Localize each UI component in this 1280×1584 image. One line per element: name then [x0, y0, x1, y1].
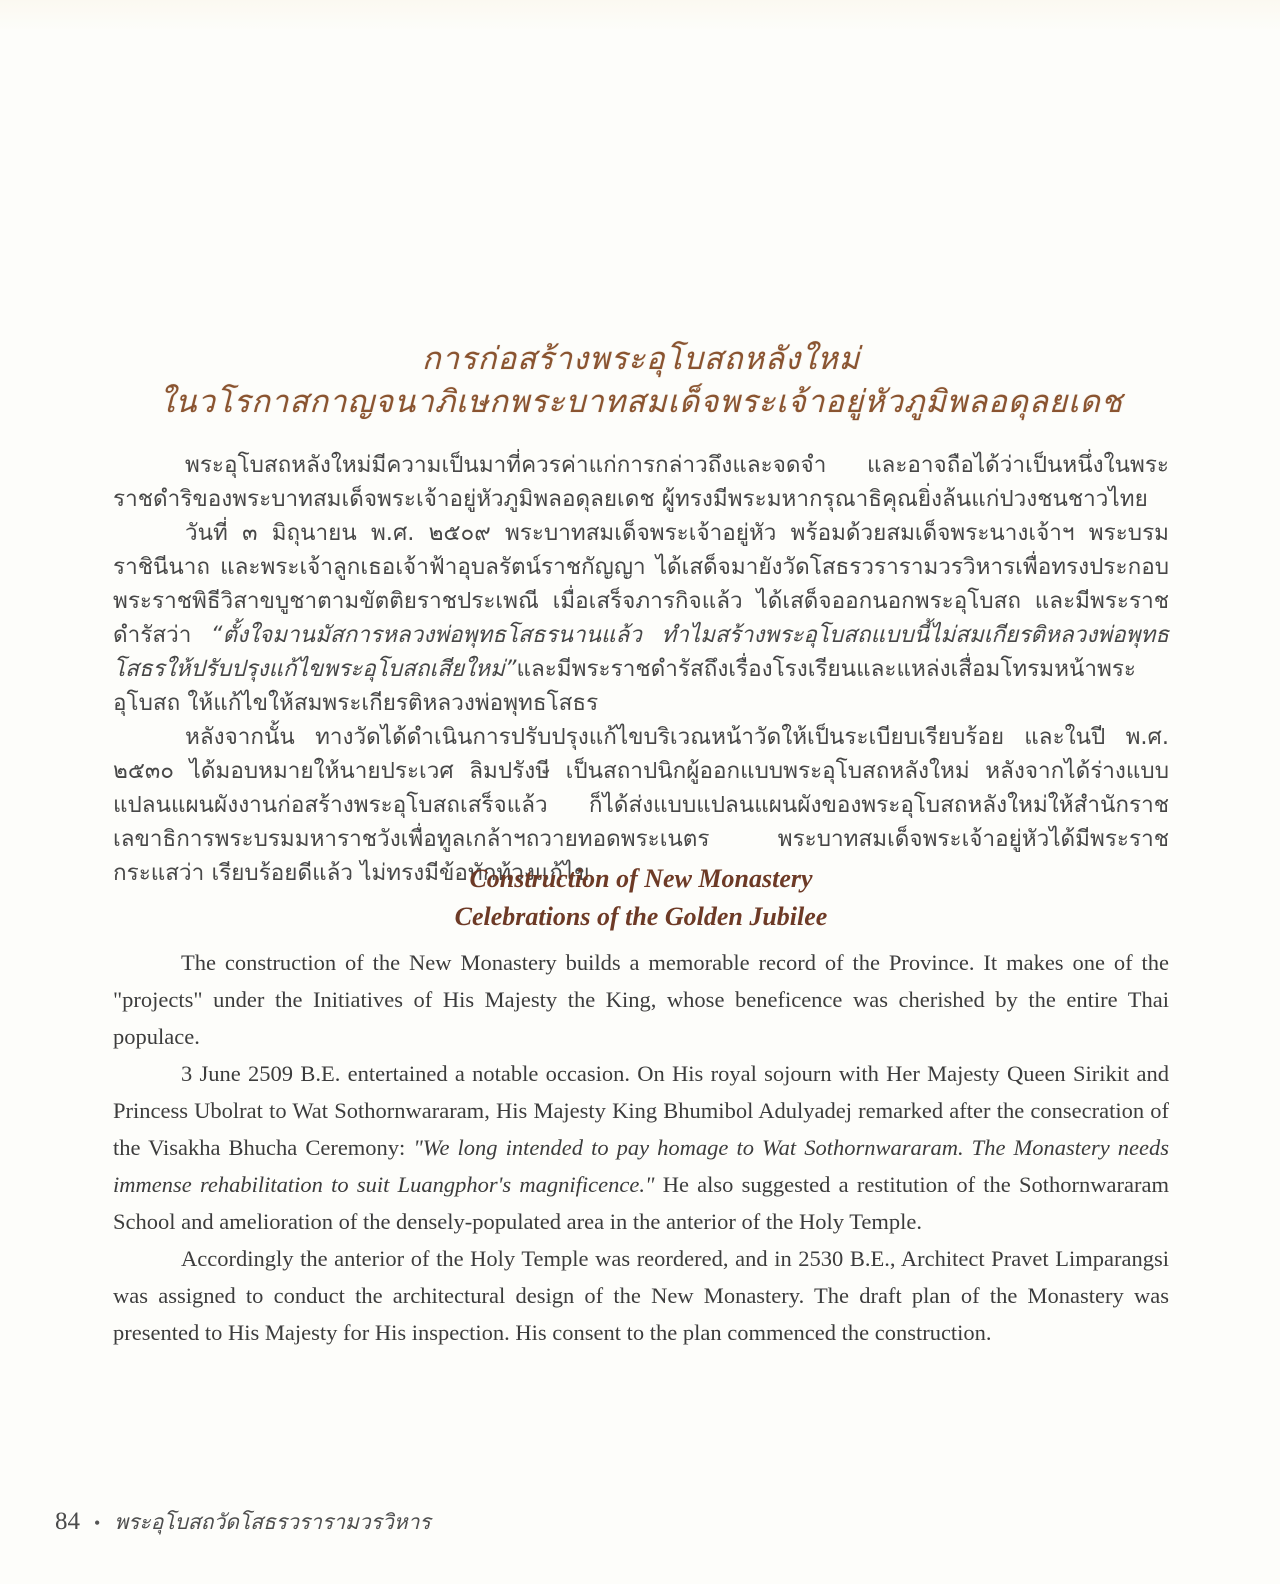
thai-title-line1: การก่อสร้างพระอุโบสถหลังใหม่ — [421, 341, 861, 377]
thai-body-text — [113, 448, 1169, 890]
english-heading-line2: Celebrations of the Golden Jubilee — [454, 902, 828, 931]
footer-bullet-separator: • — [94, 1513, 101, 1533]
english-paragraph-3 — [113, 1240, 1169, 1351]
thai-title — [113, 338, 1169, 424]
page-number: 84 — [55, 1508, 80, 1535]
english-heading — [113, 860, 1169, 936]
thai-paragraph-1-text: พระอุโบสถหลังใหม่มีความเป็นมาที่ควรค่าแก่การกล่าวถึงและจดจำ และอาจถือได้ว่าเป็นหนึ่งในพระราชดำริของพระบาทสมเด็จพระเจ้าอยู่หัวภูมิพลอดุลยเดช ผู้ทรงมีพระมหากรุณาธิคุณยิ่งล้นแก่ปวงชนชาวไทย — [113, 452, 1169, 512]
thai-paragraph-2-pre: วันที่ ๓ มิถุนายน พ.ศ. ๒๕๐๙ พระบาทสมเด็จพระเจ้าอยู่หัว พร้อมด้วยสมเด็จพระนางเจ้าฯ พระบรมราชินีนาถ และพระเจ้าลูกเธอเจ้าฟ้าอุบลรัตน์ราชกัญญา ได้เสด็จมายังวัดโสธรวรารามวรวิหารเพื่อทรงประกอบพระราชพิธีวิสาขบูชาตามขัตติยราชประเพณี เมื่อเสร็จภารกิจแล้ว ได้เสด็จออกนอกพระอุโบสถ และมีพระราชดำรัสว่า — [113, 520, 1169, 648]
english-paragraph-2-post: He also suggested a restitution of the Sothornwararam School and amelioration of the densely-populated area in the anterior of the Holy Temple. — [113, 1172, 1169, 1234]
thai-paragraph-1 — [113, 448, 1169, 516]
thai-paragraph-2 — [113, 516, 1169, 720]
english-paragraph-3-text: Accordingly the anterior of the Holy Temple was reordered, and in 2530 B.E., Architect Pravet Limparangsi was assigned to conduct the architectural design of the New Monastery. The draft plan of the Monastery was presented to His Majesty for His inspection. His consent to the plan commenced the construction. — [113, 1246, 1169, 1345]
english-paragraph-2-pre: 3 June 2509 B.E. entertained a notable occasion. On His royal sojourn with Her Majesty Queen Sirikit and Princess Ubolrat to Wat Sothornwararam, His Majesty King Bhumibol Adulyadej remarked after the consecration of the Visakha Bhucha Ceremony: — [113, 1061, 1169, 1160]
footer-book-title: พระอุโบสถวัดโสธรวรารามวรวิหาร — [114, 1510, 431, 1534]
page-footer — [55, 1506, 431, 1539]
english-paragraph-1 — [113, 944, 1169, 1055]
thai-title-line2: ในวโรกาสกาญจนาภิเษกพระบาทสมเด็จพระเจ้าอยู่หัวภูมิพลอดุลยเดช — [159, 384, 1123, 420]
thai-paragraph-2-post: และมีพระราชดำรัสถึงเรื่องโรงเรียนและแหล่งเสื่อมโทรมหน้าพระอุโบสถ ให้แก้ไขให้สมพระเกียรติหลวงพ่อพุทธโสธร — [113, 656, 1137, 716]
thai-royal-quote: “ตั้งใจมานมัสการหลวงพ่อพุทธโสธรนานแล้ว ทำไมสร้างพระอุโบสถแบบนี้ไม่สมเกียรติหลวงพ่อพุทธโสธรให้ปรับปรุงแก้ไขพระอุโบสถเสียใหม่” — [113, 622, 1169, 682]
english-heading-line1: Construction of New Monastery — [469, 864, 813, 893]
english-royal-quote: "We long intended to pay homage to Wat Sothornwararam. The Monastery needs immense rehabilitation to suit Luangphor's magnificence." — [113, 1135, 1169, 1197]
thai-paragraph-3-text: หลังจากนั้น ทางวัดได้ดำเนินการปรับปรุงแก้ไขบริเวณหน้าวัดให้เป็นระเบียบเรียบร้อย และในปี พ.ศ. ๒๕๓๐ ได้มอบหมายให้นายประเวศ ลิมปรังษี เป็นสถาปนิกผู้ออกแบบพระอุโบสถหลังใหม่ หลังจากได้ร่างแบบแปลนแผนผังงานก่อสร้างพระอุโบสถเสร็จแล้ว ก็ได้ส่งแบบแปลนแผนผังของพระอุโบสถหลังใหม่ให้สำนักราชเลขาธิการพระบรมมหาราชวังเพื่อทูลเกล้าฯถวายทอดพระเนตร พระบาทสมเด็จพระเจ้าอยู่หัวได้มีพระราชกระแสว่า เรียบร้อยดีแล้ว ไม่ทรงมีข้อทักท้วงแก้ไข — [113, 724, 1169, 886]
english-body-text — [113, 944, 1169, 1351]
english-paragraph-1-text: The construction of the New Monastery builds a memorable record of the Province. It makes one of the "projects" under the Initiatives of His Majesty the King, whose beneficence was cherished by the entire Thai populace. — [113, 950, 1169, 1049]
english-paragraph-2 — [113, 1055, 1169, 1240]
